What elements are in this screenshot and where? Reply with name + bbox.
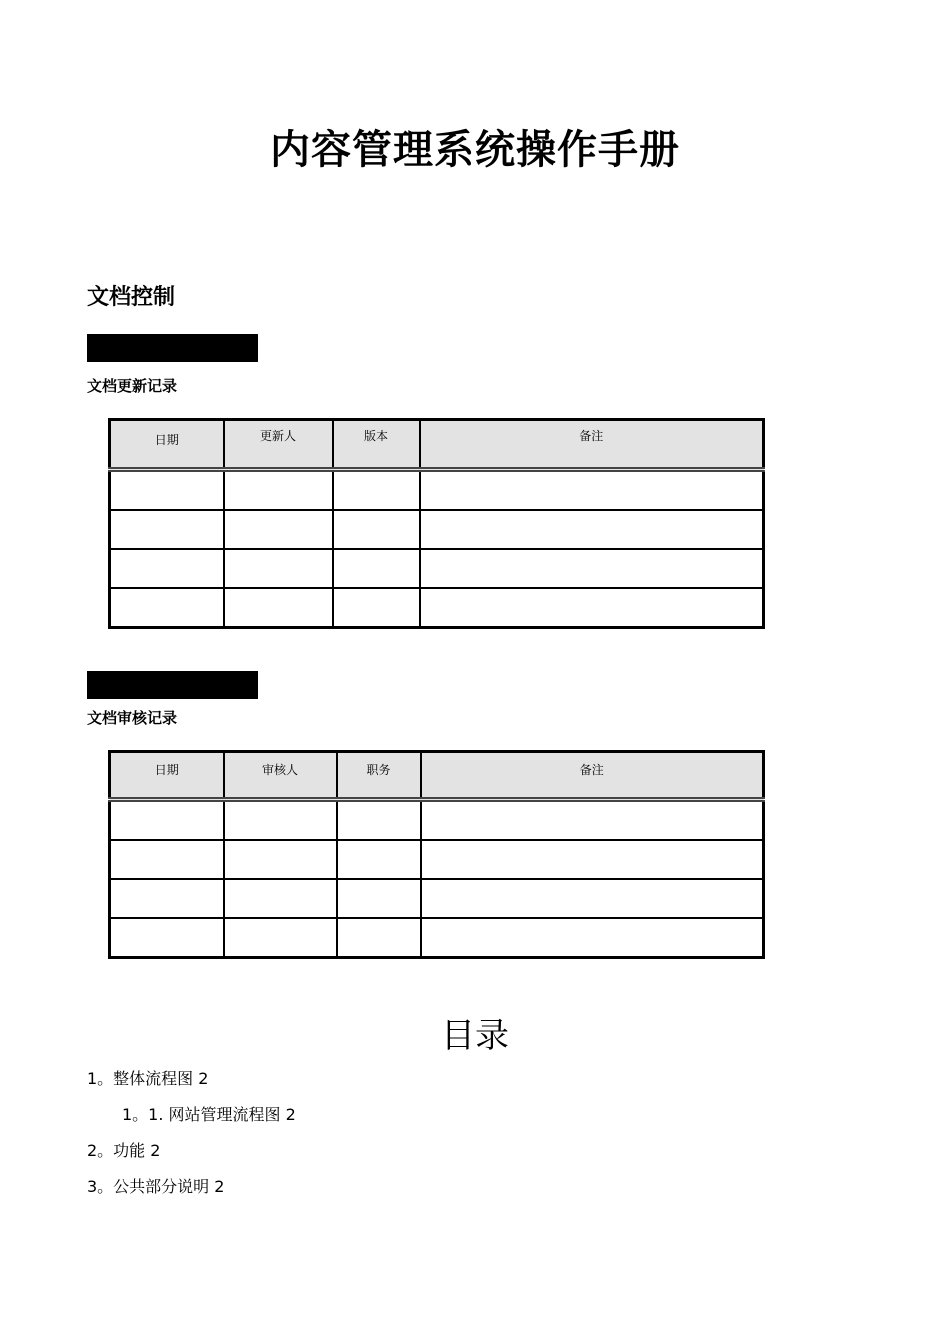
table-cell[interactable] <box>224 588 333 628</box>
table-cell[interactable] <box>110 840 224 879</box>
table-row <box>110 470 764 511</box>
table-cell[interactable] <box>224 549 333 588</box>
table-cell[interactable] <box>333 549 420 588</box>
review-record-label: 文档审核记录 <box>87 709 178 727</box>
table-cell[interactable] <box>110 879 224 918</box>
table-cell[interactable] <box>421 918 764 958</box>
column-header-notes: 备注 <box>421 752 764 800</box>
table-cell[interactable] <box>337 879 421 918</box>
toc-item-site-management-flowchart[interactable]: 1。1. 网站管理流程图 2 <box>122 1105 296 1124</box>
table-cell[interactable] <box>224 510 333 549</box>
toc-item-common-section[interactable]: 3。公共部分说明 2 <box>87 1177 225 1196</box>
table-cell[interactable] <box>224 879 337 918</box>
table-row <box>110 549 764 588</box>
table-cell[interactable] <box>224 840 337 879</box>
table-cell[interactable] <box>110 470 224 511</box>
table-cell[interactable] <box>333 588 420 628</box>
review-record-table <box>108 750 765 959</box>
column-header-date: 日期 <box>110 420 224 470</box>
table-cell[interactable] <box>420 549 764 588</box>
table-cell[interactable] <box>333 510 420 549</box>
table-row <box>110 588 764 628</box>
table-cell[interactable] <box>333 470 420 511</box>
table-cell[interactable] <box>420 588 764 628</box>
table-row <box>110 879 764 918</box>
redaction-bar <box>87 671 258 699</box>
table-cell[interactable] <box>224 918 337 958</box>
toc-item-overall-flowchart[interactable]: 1。整体流程图 2 <box>87 1069 209 1088</box>
table-cell[interactable] <box>110 800 224 841</box>
toc-item-functions[interactable]: 2。功能 2 <box>87 1141 161 1160</box>
table-cell[interactable] <box>421 800 764 841</box>
toc-title: 目录 <box>441 1016 509 1056</box>
redaction-bar <box>87 334 258 362</box>
table-cell[interactable] <box>110 588 224 628</box>
table-header-row <box>110 420 764 470</box>
column-header-reviewer: 审核人 <box>224 752 337 800</box>
table-row <box>110 510 764 549</box>
table-row <box>110 918 764 958</box>
table-cell[interactable] <box>420 510 764 549</box>
table-row <box>110 840 764 879</box>
section-heading: 文档控制 <box>87 284 176 310</box>
column-header-position: 职务 <box>337 752 421 800</box>
table-cell[interactable] <box>224 800 337 841</box>
table-cell[interactable] <box>224 470 333 511</box>
table-cell[interactable] <box>337 800 421 841</box>
update-record-label: 文档更新记录 <box>87 377 178 395</box>
table-row <box>110 800 764 841</box>
table-cell[interactable] <box>110 918 224 958</box>
table-cell[interactable] <box>337 840 421 879</box>
table-header-row <box>110 752 764 800</box>
column-header-date: 日期 <box>110 752 224 800</box>
column-header-notes: 备注 <box>420 420 764 470</box>
column-header-updater: 更新人 <box>224 420 333 470</box>
table-cell[interactable] <box>421 840 764 879</box>
update-record-table <box>108 418 765 629</box>
table-cell[interactable] <box>110 510 224 549</box>
column-header-version: 版本 <box>333 420 420 470</box>
table-cell[interactable] <box>110 549 224 588</box>
table-cell[interactable] <box>337 918 421 958</box>
table-cell[interactable] <box>421 879 764 918</box>
page-title: 内容管理系统操作手册 <box>270 127 680 173</box>
table-cell[interactable] <box>420 470 764 511</box>
